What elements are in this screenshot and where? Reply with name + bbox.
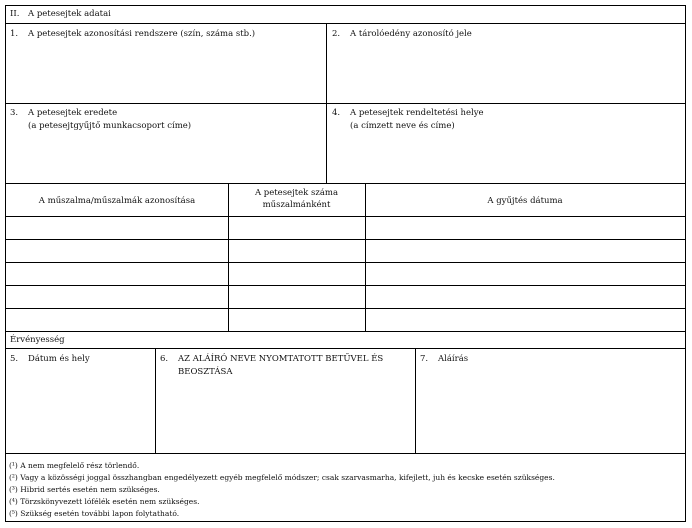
footnote-mark: (³)	[9, 485, 18, 494]
footnote-mark: (¹)	[9, 461, 18, 470]
divider	[6, 331, 685, 332]
table-header-count: A petesejtek száma műszalmánként	[254, 188, 339, 210]
footnote-mark: (²)	[9, 473, 18, 482]
footnote-text: A nem megfelelő rész törlendő.	[20, 461, 140, 470]
section-number: II.	[10, 9, 20, 19]
section-title: A petesejtek adatai	[28, 9, 111, 19]
field-destination-sub	[350, 120, 455, 132]
table-row[interactable]	[7, 263, 684, 285]
field-number: 4.	[332, 108, 341, 118]
date-place-input[interactable]	[7, 366, 153, 452]
field-number: 7.	[420, 354, 429, 364]
oocyte-data-form	[5, 5, 686, 522]
table-row[interactable]	[7, 309, 684, 330]
divider	[6, 103, 685, 104]
footnote-mark: (⁵)	[9, 509, 18, 518]
footnote-text: Szükség esetén további lapon folytatható.	[20, 509, 180, 518]
divider	[6, 183, 685, 184]
field-sublabel: (a címzett neve és címe)	[350, 121, 455, 131]
divider	[415, 348, 416, 453]
table-row[interactable]	[7, 286, 684, 307]
footnote	[9, 509, 179, 520]
field-label: AZ ALÁÍRÓ NEVE NYOMTATOTT BETŰVEL ÉS	[178, 354, 384, 364]
field-origin-sub	[28, 120, 191, 132]
table-row[interactable]	[7, 240, 684, 262]
container-id-input[interactable]	[328, 40, 684, 102]
field-label: Aláírás	[438, 354, 469, 364]
field-label: A petesejtek eredete	[28, 108, 118, 118]
footnote-text: Törzskönyvezett lófélék esetén nem szükséges.	[20, 497, 200, 506]
origin-input[interactable]	[7, 134, 325, 182]
divider	[6, 348, 685, 349]
field-number: 2.	[332, 29, 341, 39]
field-container-id	[332, 28, 472, 40]
field-identification-system	[10, 28, 255, 40]
field-label: Dátum és hely	[28, 354, 90, 364]
table-row[interactable]	[7, 217, 684, 239]
footnote-text: Vagy a közösségi joggal összhangban engedélyezett egyéb megfelelő módszer; csak szarvasmarha, kifejlett, juh és kecske esetén szükséges.	[20, 473, 555, 482]
signature-input[interactable]	[417, 366, 684, 452]
validity-label: Érvényesség	[10, 335, 65, 345]
field-number: 1.	[10, 29, 19, 39]
footnote	[9, 485, 160, 496]
divider	[155, 348, 156, 453]
footnote-mark: (⁴)	[9, 497, 18, 506]
field-label: A petesejtek azonosítási rendszere (szín, száma stb.)	[28, 29, 256, 39]
signer-name-input[interactable]	[157, 380, 413, 452]
table-header-straw-id: A műszalma/műszalmák azonosítása	[38, 196, 196, 206]
field-number: 3.	[10, 108, 19, 118]
field-sublabel: (a petesejtgyűjtő munkacsoport címe)	[28, 121, 192, 131]
table-header-date: A gyűjtés dátuma	[487, 196, 563, 206]
footnote	[9, 497, 199, 508]
divider	[326, 23, 327, 183]
footnote	[9, 461, 139, 472]
field-label: BEOSZTÁSA	[178, 367, 233, 377]
field-destination	[332, 107, 484, 119]
destination-input[interactable]	[328, 134, 684, 182]
field-number: 6.	[160, 354, 169, 364]
field-signer-name	[160, 353, 383, 365]
footnote	[9, 473, 555, 484]
field-number: 5.	[10, 354, 19, 364]
divider	[6, 453, 685, 454]
field-signature	[420, 353, 468, 365]
field-date-place	[10, 353, 90, 365]
field-label: A tárolóedény azonosító jele	[350, 29, 472, 39]
section-header	[10, 8, 111, 20]
field-origin	[10, 107, 117, 119]
field-label: A petesejtek rendeltetési helye	[350, 108, 484, 118]
identification-system-input[interactable]	[7, 40, 325, 102]
field-signer-name-line2	[178, 366, 232, 378]
divider	[6, 23, 685, 24]
footnote-text: Hibrid sertés esetén nem szükséges.	[20, 485, 160, 494]
